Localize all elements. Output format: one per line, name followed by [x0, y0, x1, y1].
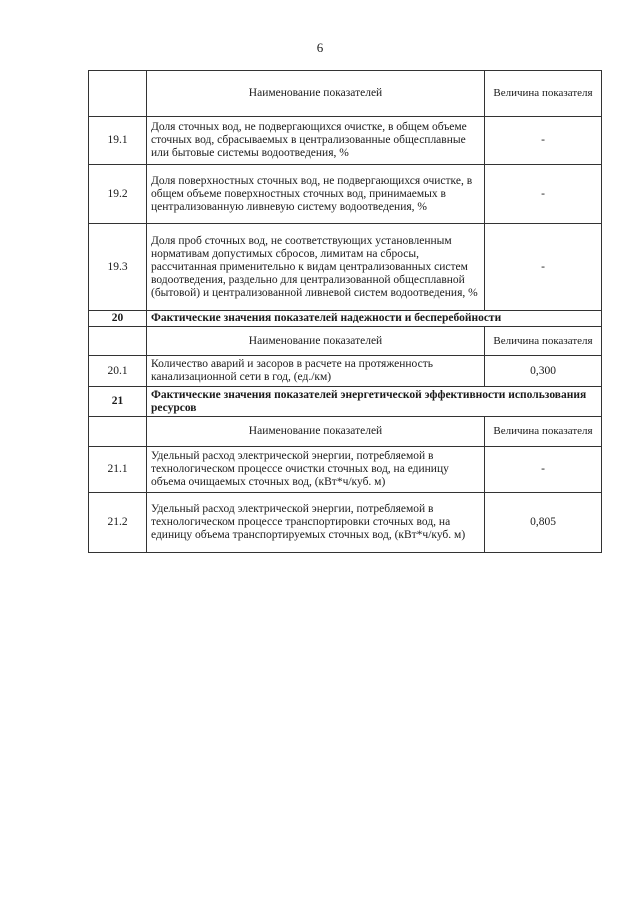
- section-row: [89, 387, 602, 417]
- section-number: 21: [89, 387, 147, 417]
- header-num-cell: [89, 71, 147, 117]
- header-name-cell: Наименование показателей: [147, 71, 485, 117]
- table-header-row: [89, 417, 602, 447]
- section-title: Фактические значения показателей энергетической эффективности использования ресурсов: [147, 387, 602, 417]
- row-name: Доля сточных вод, не подвергающихся очистке, в общем объеме сточных вод, сбрасываемых в централизованные общесплавные или бытовые системы водоотведения, %: [147, 117, 485, 165]
- row-value: -: [485, 165, 602, 224]
- table-row: [89, 356, 602, 387]
- header-value-cell: Величина показателя: [485, 417, 602, 447]
- table-row: [89, 447, 602, 493]
- table-row: [89, 165, 602, 224]
- row-number: 19.2: [89, 165, 147, 224]
- table-header-row: [89, 327, 602, 356]
- section-number: 20: [89, 311, 147, 327]
- header-value-cell: Величина показателя: [485, 327, 602, 356]
- header-name-cell: Наименование показателей: [147, 327, 485, 356]
- row-value: -: [485, 224, 602, 311]
- row-value: 0,300: [485, 356, 602, 387]
- header-num-cell: [89, 327, 147, 356]
- indicators-table: [88, 70, 602, 553]
- row-value: -: [485, 117, 602, 165]
- row-number: 20.1: [89, 356, 147, 387]
- table-row: [89, 224, 602, 311]
- row-name: Доля поверхностных сточных вод, не подвергающихся очистке, в общем объеме поверхностных сточных вод, принимаемых в централизованную ливневую систему водоотведения, %: [147, 165, 485, 224]
- section-title: Фактические значения показателей надежности и бесперебойности: [147, 311, 602, 327]
- row-number: 19.3: [89, 224, 147, 311]
- page-number: 6: [316, 40, 324, 55]
- table-row: [89, 117, 602, 165]
- row-name: Удельный расход электрической энергии, потребляемой в технологическом процессе транспортировки сточных вод, на единицу объема транспортируемых сточных вод, (кВт*ч/куб. м): [147, 493, 485, 553]
- row-value: 0,805: [485, 493, 602, 553]
- row-name: Количество аварий и засоров в расчете на протяженность канализационной сети в год, (ед./км): [147, 356, 485, 387]
- header-name-cell: Наименование показателей: [147, 417, 485, 447]
- row-name: Удельный расход электрической энергии, потребляемой в технологическом процессе очистки сточных вод, на единицу объема очищаемых сточных вод, (кВт*ч/куб. м): [147, 447, 485, 493]
- row-number: 19.1: [89, 117, 147, 165]
- row-number: 21.2: [89, 493, 147, 553]
- table-header-row: [89, 71, 602, 117]
- table-row: [89, 493, 602, 553]
- header-value-cell: Величина показателя: [485, 71, 602, 117]
- row-number: 21.1: [89, 447, 147, 493]
- header-num-cell: [89, 417, 147, 447]
- section-row: [89, 311, 602, 327]
- row-name: Доля проб сточных вод, не соответствующих установленным нормативам допустимых сбросов, лимитам на сбросы, рассчитанная применительно к видам централизованных систем водоотведения, раздельно для централизованной общесплавной (бытовой) и централизованной ливневой систем водоотведения, %: [147, 224, 485, 311]
- row-value: -: [485, 447, 602, 493]
